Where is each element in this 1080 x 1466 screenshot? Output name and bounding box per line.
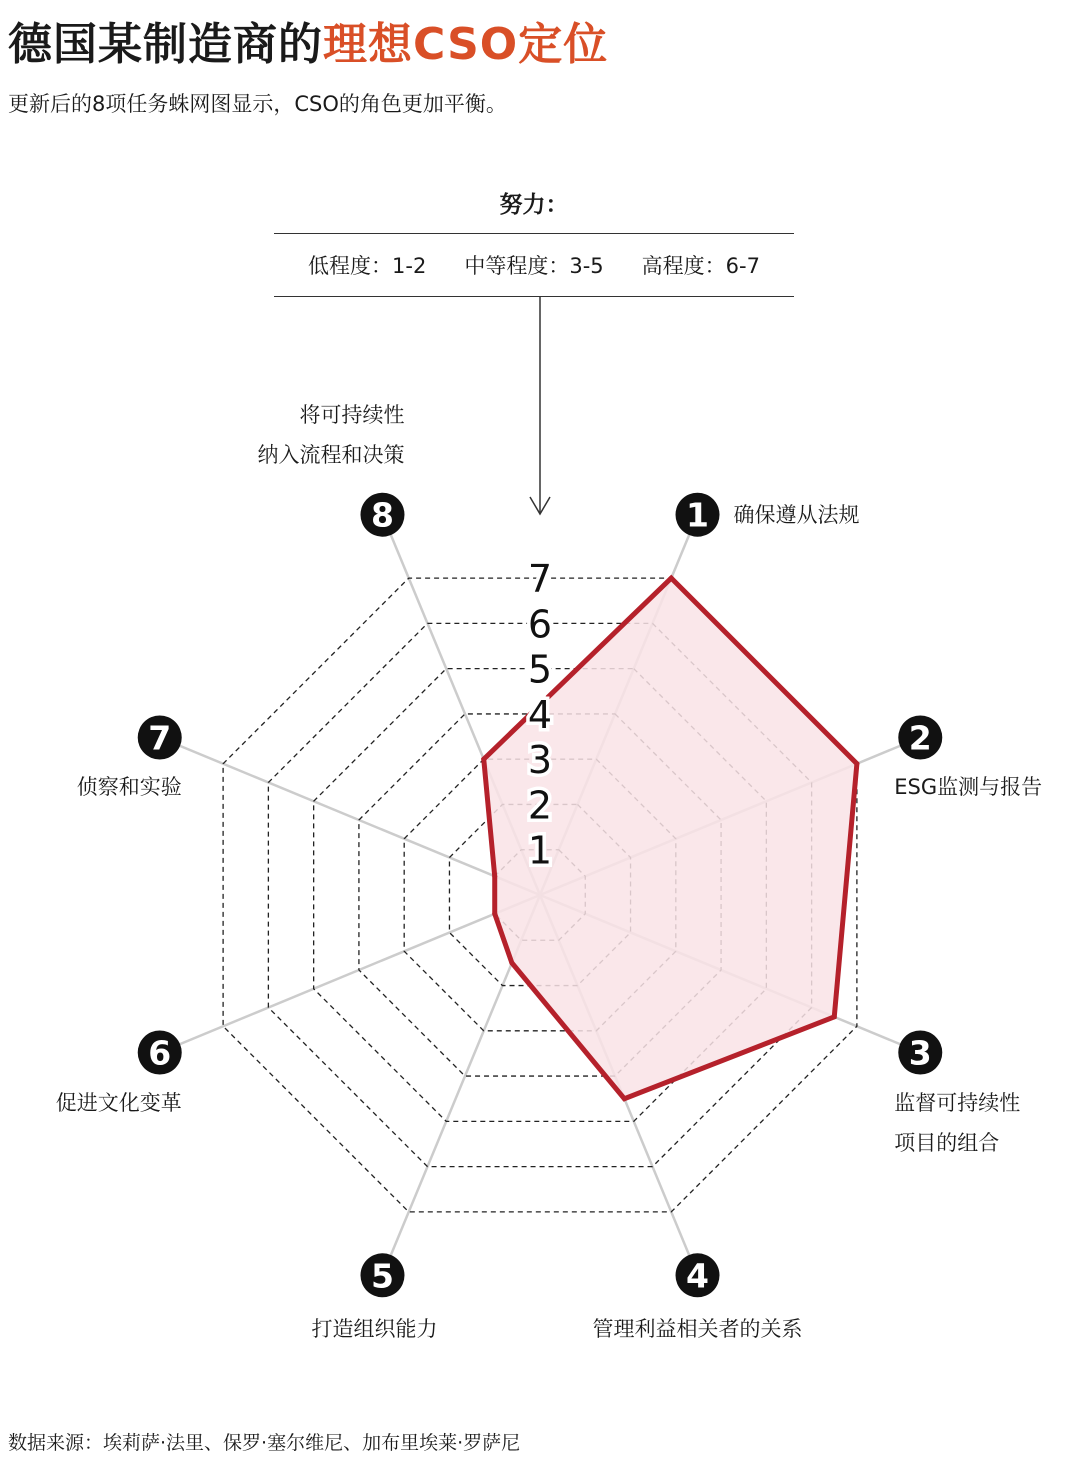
axis-label-line: 确保遵从法规	[733, 502, 860, 527]
axis-label-8	[258, 395, 405, 475]
data-point-8	[481, 757, 486, 762]
axis-marker-number-3: 3	[908, 1033, 932, 1073]
data-point-3	[832, 1014, 837, 1019]
legend-mid: 中等程度：3-5	[464, 254, 604, 278]
axis-label-line: 纳入流程和决策	[257, 442, 405, 467]
axis-label-4	[518, 1309, 878, 1349]
axis-label-line: 管理利益相关者的关系	[592, 1317, 803, 1342]
axis-label-5	[194, 1309, 554, 1349]
scale-tick-2: 2	[527, 783, 553, 828]
data-point-6	[492, 911, 497, 916]
legend-title: 努力：	[499, 192, 569, 218]
axis-marker-number-6: 6	[148, 1033, 172, 1073]
axis-marker-number-7: 7	[148, 718, 172, 758]
legend-low: 低程度：1-2	[308, 254, 427, 278]
axis-label-6	[56, 1083, 182, 1123]
axis-label-line: 促进文化变革	[55, 1090, 182, 1115]
data-point-7	[492, 874, 497, 879]
axis-marker-number-1: 1	[686, 495, 709, 535]
axis-marker-number-4: 4	[686, 1256, 709, 1296]
axis-marker-number-8: 8	[371, 495, 394, 535]
axis-label-2	[894, 767, 1042, 807]
scale-tick-4: 4	[527, 692, 553, 737]
axis-marker-number-5: 5	[371, 1256, 394, 1296]
axis-label-line: ESG监测与报告	[894, 775, 1043, 800]
data-point-5	[509, 960, 514, 965]
scale-tick-6: 6	[527, 602, 553, 647]
axis-label-line: 监督可持续性	[894, 1090, 1021, 1115]
axis-label-7	[77, 767, 182, 807]
subtitle: 更新后的8项任务蛛网图显示，CSO的角色更加平衡。	[8, 92, 507, 116]
axis-line-6	[160, 895, 540, 1053]
data-point-4	[622, 1096, 627, 1101]
title-accent: 理想CSO定位	[323, 19, 609, 70]
axis-label-line: 将可持续性	[299, 402, 405, 427]
scale-tick-7: 7	[527, 557, 553, 602]
data-point-2	[854, 761, 859, 766]
axis-label-3	[894, 1083, 1020, 1163]
scale-tick-5: 5	[527, 647, 553, 692]
scale-tick-3: 3	[527, 738, 553, 783]
scale-tick-1: 1	[527, 828, 553, 873]
axis-label-line: 侦察和实验	[76, 775, 182, 800]
data-point-1	[669, 576, 674, 581]
axis-marker-number-2: 2	[908, 718, 932, 758]
legend-high: 高程度：6-7	[641, 254, 760, 278]
data-source: 数据来源：埃莉萨·法里、保罗·塞尔维尼、加布里埃莱·罗萨尼	[8, 1432, 521, 1454]
axis-label-line: 打造组织能力	[311, 1317, 438, 1342]
title-main: 德国某制造商的	[8, 19, 323, 70]
axis-label-1	[734, 495, 860, 535]
axis-label-line: 项目的组合	[894, 1130, 1000, 1155]
